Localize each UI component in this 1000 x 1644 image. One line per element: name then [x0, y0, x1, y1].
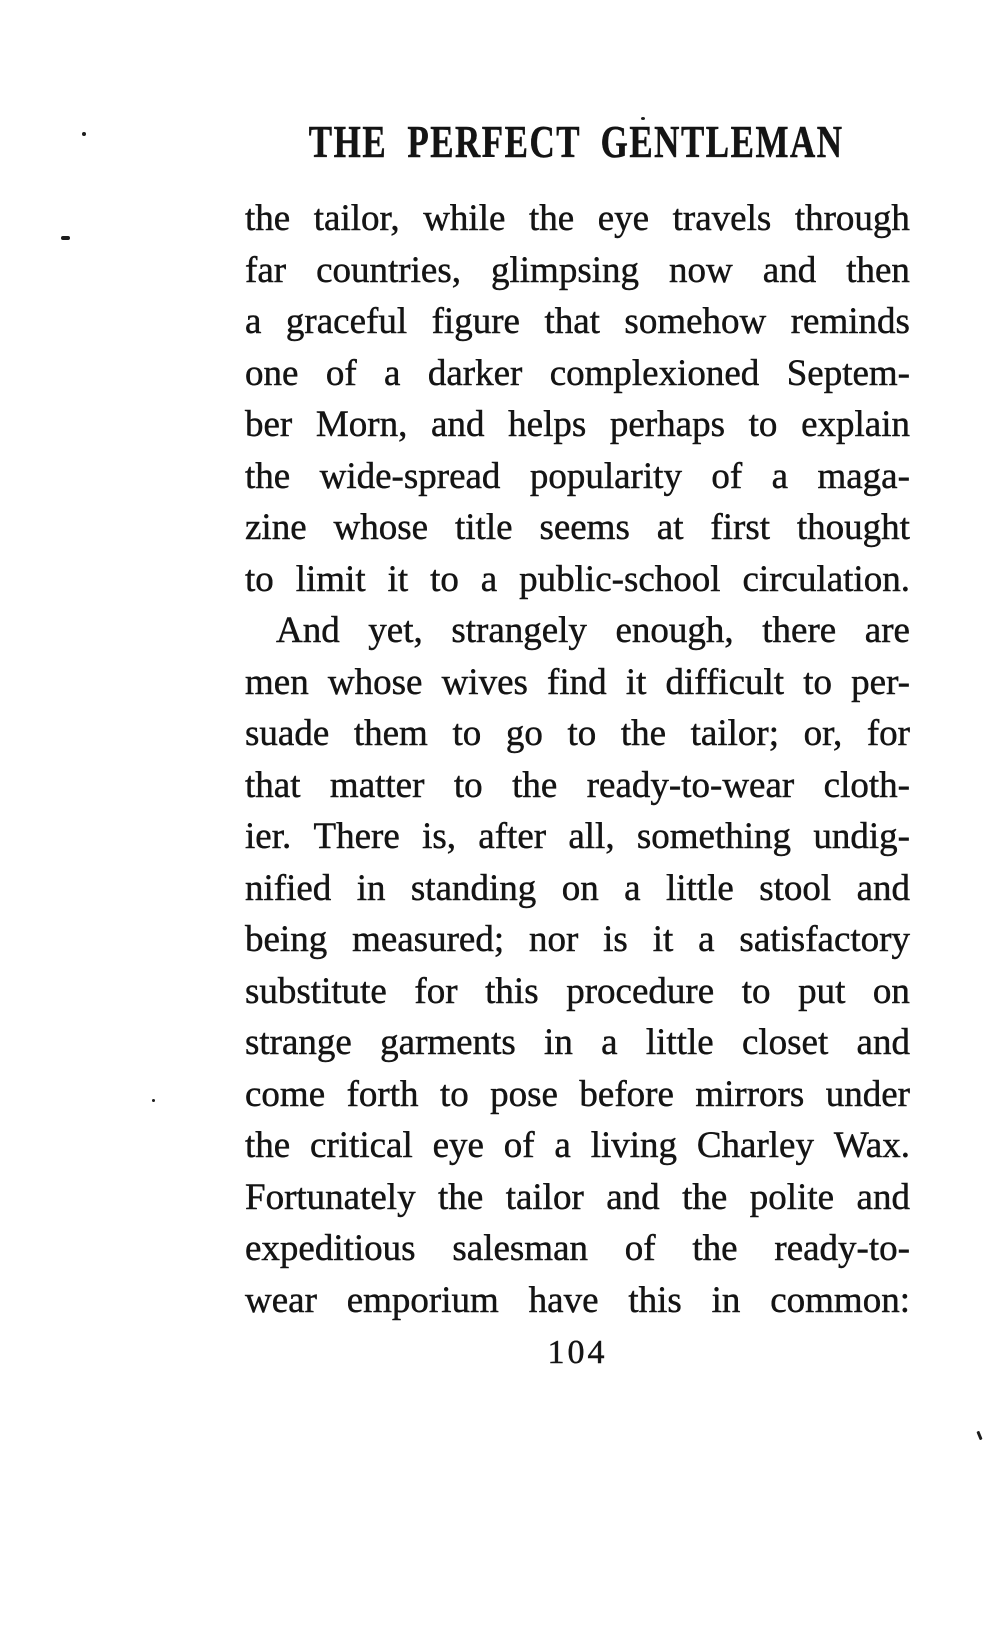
- word: little: [645, 1022, 714, 1063]
- word: for: [414, 970, 458, 1012]
- word: the: [512, 764, 558, 806]
- word: perhaps: [609, 404, 725, 445]
- word: and: [856, 1022, 910, 1063]
- text-line: [245, 605, 910, 657]
- word: difficult: [665, 661, 785, 703]
- word: and: [606, 1176, 660, 1218]
- word: first: [710, 507, 770, 548]
- word: substitute: [245, 970, 387, 1012]
- body-text: [245, 193, 910, 1326]
- word: tailor: [505, 1176, 584, 1218]
- text-line: [245, 1172, 910, 1224]
- word: of: [325, 352, 357, 394]
- word: matter: [329, 764, 425, 806]
- word: something: [636, 816, 792, 857]
- word: ber: [245, 404, 293, 445]
- word: for: [866, 713, 910, 754]
- word: before: [579, 1073, 674, 1115]
- word: and: [856, 867, 910, 909]
- word: them: [353, 713, 428, 754]
- word: in: [711, 1279, 741, 1321]
- word: wives: [441, 661, 528, 703]
- word: to: [245, 558, 274, 600]
- word: darker: [427, 352, 523, 394]
- word: Fortunately: [245, 1176, 416, 1218]
- word: enough,: [615, 610, 734, 651]
- word: little: [665, 867, 734, 909]
- word: popularity: [529, 455, 682, 497]
- word: and: [431, 404, 485, 445]
- word: And: [276, 610, 340, 651]
- word: to: [453, 764, 483, 806]
- word: is,: [422, 816, 457, 857]
- word: through: [794, 198, 910, 239]
- word: are: [864, 610, 910, 651]
- word: eye: [432, 1125, 484, 1166]
- word: suade: [245, 713, 330, 754]
- word: a: [384, 352, 401, 394]
- word: a: [771, 455, 789, 497]
- text-line: [245, 708, 910, 760]
- word: whose: [327, 661, 423, 703]
- word: public-school: [519, 558, 721, 600]
- word: there: [762, 610, 837, 651]
- word: one: [245, 352, 299, 394]
- page-title: THE PERFECT GENTLEMAN: [308, 116, 844, 167]
- word: graceful: [285, 301, 408, 342]
- word: and: [762, 249, 817, 291]
- scan-speck: [152, 1099, 155, 1102]
- word: a: [480, 558, 498, 600]
- word: wide-spread: [319, 455, 501, 497]
- word: or,: [803, 713, 843, 754]
- word: a: [698, 919, 715, 960]
- word: the: [682, 1176, 728, 1218]
- word: wear: [245, 1279, 317, 1321]
- word: measured;: [352, 919, 505, 960]
- word: Septem-: [786, 352, 910, 394]
- word: emporium: [346, 1279, 499, 1321]
- word: nified: [245, 867, 332, 909]
- text-line: [245, 245, 910, 297]
- word: while: [423, 198, 506, 239]
- word: satisfactory: [739, 919, 910, 960]
- word: a: [245, 301, 262, 342]
- word: There: [313, 816, 400, 857]
- word: circulation.: [742, 558, 910, 600]
- word: standing: [410, 867, 537, 909]
- word: to: [452, 713, 482, 754]
- word: men: [245, 661, 309, 703]
- text-line: [245, 554, 910, 606]
- word: it: [625, 661, 647, 703]
- word: mirrors: [695, 1073, 805, 1115]
- text-line: [245, 399, 910, 451]
- word: ready-to-: [774, 1228, 910, 1269]
- word: Wax.: [833, 1125, 910, 1166]
- word: to: [567, 713, 597, 754]
- word: to: [748, 404, 778, 445]
- word: cloth-: [823, 764, 910, 806]
- word: a: [601, 1022, 618, 1063]
- word: to: [439, 1073, 469, 1115]
- word: this: [628, 1279, 682, 1321]
- word: it: [387, 558, 409, 600]
- text-line: [245, 296, 910, 348]
- text-line: [245, 760, 910, 812]
- text-line: [245, 1223, 910, 1275]
- text-line: [245, 451, 910, 503]
- word: thought: [796, 507, 910, 548]
- scan-speck: [976, 1431, 982, 1440]
- word: this: [485, 970, 539, 1012]
- word: polite: [749, 1176, 835, 1218]
- word: is: [603, 919, 628, 960]
- word: closet: [741, 1022, 829, 1063]
- word: countries,: [316, 249, 461, 291]
- text-line: [245, 348, 910, 400]
- word: find: [547, 661, 607, 703]
- word: procedure: [566, 970, 715, 1012]
- text-line: [245, 502, 910, 554]
- word: helps: [508, 404, 587, 445]
- word: tailor;: [690, 713, 780, 754]
- scan-speck: [61, 236, 70, 240]
- word: all,: [568, 816, 615, 857]
- word: then: [846, 249, 910, 291]
- word: the: [245, 198, 291, 239]
- word: ier.: [245, 816, 292, 857]
- word: come: [245, 1073, 326, 1115]
- word: title: [454, 507, 513, 548]
- word: a: [624, 867, 641, 909]
- word: complexioned: [549, 352, 760, 394]
- text-line: [245, 966, 910, 1018]
- word: the: [245, 1125, 291, 1166]
- text-line: [245, 1120, 910, 1172]
- word: nor: [528, 919, 579, 960]
- text-line: [245, 811, 910, 863]
- text-line: [245, 1017, 910, 1069]
- word: a: [554, 1125, 571, 1166]
- word: of: [503, 1125, 535, 1166]
- word: living: [590, 1125, 678, 1166]
- word: of: [711, 455, 743, 497]
- word: figure: [431, 301, 520, 342]
- word: and: [856, 1176, 910, 1218]
- word: the: [620, 713, 667, 754]
- word: the: [528, 198, 575, 239]
- word: per-: [851, 661, 910, 703]
- word: go: [505, 713, 543, 754]
- word: the: [692, 1228, 738, 1269]
- word: limit: [295, 558, 366, 600]
- word: eye: [597, 198, 650, 239]
- word: that: [544, 301, 600, 342]
- text-line: [245, 193, 910, 245]
- text-line: [245, 1069, 910, 1121]
- word: Morn,: [315, 404, 408, 445]
- word: after: [478, 816, 547, 857]
- word: the: [245, 455, 291, 497]
- word: travels: [672, 198, 772, 239]
- word: whose: [333, 507, 429, 548]
- word: seems: [539, 507, 630, 548]
- word: common:: [770, 1279, 910, 1321]
- word: explain: [801, 404, 910, 445]
- word: expeditious: [245, 1228, 416, 1269]
- word: stool: [759, 867, 832, 909]
- word: on: [561, 867, 599, 909]
- word: have: [528, 1279, 599, 1321]
- word: maga-: [817, 455, 910, 497]
- word: critical: [310, 1125, 413, 1166]
- word: forth: [346, 1073, 419, 1115]
- word: to: [803, 661, 832, 703]
- word: the: [438, 1176, 484, 1218]
- word: somehow: [624, 301, 767, 342]
- word: undig-: [813, 816, 910, 857]
- word: it: [652, 919, 674, 960]
- word: to: [741, 970, 771, 1012]
- page-number: 104: [547, 1334, 608, 1371]
- word: strangely: [451, 610, 587, 651]
- word: far: [245, 249, 287, 291]
- word: to: [430, 558, 459, 600]
- text-line: [245, 657, 910, 709]
- text-line: [245, 1275, 910, 1327]
- word: ready-to-wear: [586, 764, 795, 806]
- word: reminds: [790, 301, 910, 342]
- word: being: [245, 919, 328, 960]
- scan-speck: [82, 132, 86, 136]
- word: glimpsing: [490, 249, 640, 291]
- text-line: [245, 914, 910, 966]
- word: salesman: [452, 1228, 588, 1269]
- text-line: [245, 863, 910, 915]
- word: in: [356, 867, 386, 909]
- word: garments: [380, 1022, 516, 1063]
- word: Charley: [696, 1125, 814, 1166]
- word: in: [544, 1022, 573, 1063]
- word: under: [825, 1073, 910, 1115]
- word: yet,: [368, 610, 423, 651]
- word: put: [798, 970, 846, 1012]
- word: tailor,: [313, 198, 400, 239]
- word: zine: [245, 507, 307, 548]
- word: at: [656, 507, 684, 548]
- word: of: [624, 1228, 656, 1269]
- word: that: [245, 764, 301, 806]
- word: now: [669, 249, 733, 291]
- word: pose: [490, 1073, 558, 1115]
- word: on: [872, 970, 910, 1012]
- word: strange: [245, 1022, 352, 1063]
